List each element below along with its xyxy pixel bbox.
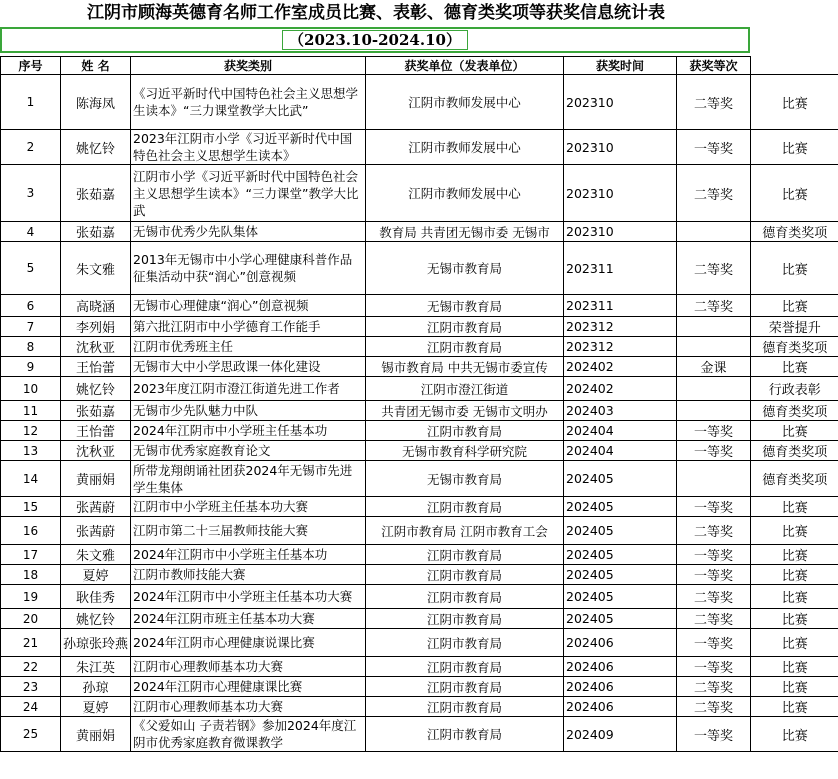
award-unit: 江阴市教育局: [366, 565, 564, 585]
award-unit: 无锡市教育局: [366, 461, 564, 497]
award-time: 202310: [564, 222, 677, 242]
award-category: 江阴市中小学班主任基本功大赛: [131, 497, 366, 517]
award-level: 一等奖: [677, 421, 751, 441]
award-unit: 江阴市教师发展中心: [366, 130, 564, 165]
award-time: 202409: [564, 717, 677, 752]
award-category: 《习近平新时代中国特色社会主义思想学生读本》“三力课堂教学大比武”: [131, 75, 366, 130]
awards-table: [0, 56, 838, 752]
member-name: 高晓涵: [61, 295, 131, 317]
award-time: 202312: [564, 317, 677, 337]
award-time: 202405: [564, 545, 677, 565]
row-number: 5: [1, 242, 61, 295]
row-number: 8: [1, 337, 61, 357]
award-time: 202311: [564, 242, 677, 295]
award-level: 一等奖: [677, 629, 751, 657]
award-category: 无锡市大中小学思政课一体化建设: [131, 357, 366, 377]
member-name: 朱文雅: [61, 242, 131, 295]
award-category: 2024年江阴市中小学班主任基本功: [131, 421, 366, 441]
member-name: 张茜蔚: [61, 497, 131, 517]
award-unit: 无锡市教育科学研究院: [366, 441, 564, 461]
table-row: [1, 497, 838, 517]
award-level: 二等奖: [677, 677, 751, 697]
row-number: 13: [1, 441, 61, 461]
table-row: [1, 441, 838, 461]
award-kind: 比赛: [751, 629, 838, 657]
award-unit: 江阴市教育局: [366, 545, 564, 565]
award-kind: 德育类奖项: [751, 461, 838, 497]
award-unit: 江阴市教育局: [366, 677, 564, 697]
table-row: [1, 295, 838, 317]
row-number: 18: [1, 565, 61, 585]
award-time: 202406: [564, 629, 677, 657]
award-kind: 德育类奖项: [751, 401, 838, 421]
award-level: 一等奖: [677, 441, 751, 461]
member-name: 李列娟: [61, 317, 131, 337]
award-level: 一等奖: [677, 565, 751, 585]
award-kind: 比赛: [751, 677, 838, 697]
member-name: 张茜蔚: [61, 517, 131, 545]
award-level: 金课: [677, 357, 751, 377]
award-category: 第六批江阴市中小学德育工作能手: [131, 317, 366, 337]
award-time: 202406: [564, 657, 677, 677]
award-kind: 比赛: [751, 585, 838, 609]
table-row: [1, 357, 838, 377]
header-row: [1, 57, 838, 75]
award-time: 202404: [564, 441, 677, 461]
award-unit: 锡市教育局 中共无锡市委宣传: [366, 357, 564, 377]
award-kind: 比赛: [751, 130, 838, 165]
award-kind: 比赛: [751, 517, 838, 545]
table-row: [1, 629, 838, 657]
member-name: 王怡蕾: [61, 421, 131, 441]
award-category: 江阴市优秀班主任: [131, 337, 366, 357]
award-kind: 比赛: [751, 565, 838, 585]
award-unit: 江阴市教育局: [366, 585, 564, 609]
award-level: [677, 461, 751, 497]
award-unit: 江阴市教育局: [366, 317, 564, 337]
award-level: 二等奖: [677, 165, 751, 222]
row-number: 6: [1, 295, 61, 317]
award-time: 202402: [564, 377, 677, 401]
award-level: 二等奖: [677, 517, 751, 545]
date-range-banner: [0, 27, 750, 53]
award-level: [677, 401, 751, 421]
award-category: 2023年度江阴市澄江街道先进工作者: [131, 377, 366, 401]
award-level: 一等奖: [677, 717, 751, 752]
award-level: 二等奖: [677, 242, 751, 295]
table-row: [1, 461, 838, 497]
award-category: 江阴市小学《习近平新时代中国特色社会主义思想学生读本》“三力课堂”教学大比武: [131, 165, 366, 222]
table-row: [1, 377, 838, 401]
row-number: 15: [1, 497, 61, 517]
row-number: 4: [1, 222, 61, 242]
award-kind: 比赛: [751, 657, 838, 677]
member-name: 姚忆铃: [61, 377, 131, 401]
member-name: 耿佳秀: [61, 585, 131, 609]
award-kind: 比赛: [751, 717, 838, 752]
table-row: [1, 421, 838, 441]
award-level: 二等奖: [677, 75, 751, 130]
member-name: 姚忆铃: [61, 130, 131, 165]
award-time: 202405: [564, 461, 677, 497]
row-number: 11: [1, 401, 61, 421]
award-level: [677, 317, 751, 337]
award-unit: 江阴市教育局: [366, 337, 564, 357]
award-category: 无锡市心理健康“润心”创意视频: [131, 295, 366, 317]
table-row: [1, 697, 838, 717]
table-row: [1, 585, 838, 609]
award-category: 无锡市少先队魅力中队: [131, 401, 366, 421]
table-row: [1, 401, 838, 421]
award-time: 202406: [564, 677, 677, 697]
award-kind: 德育类奖项: [751, 337, 838, 357]
award-kind: 行政表彰: [751, 377, 838, 401]
award-unit: 江阴市教育局: [366, 497, 564, 517]
award-time: 202406: [564, 697, 677, 717]
header-unit: 获奖单位（发表单位）: [366, 57, 564, 75]
row-number: 16: [1, 517, 61, 545]
award-category: 无锡市优秀少先队集体: [131, 222, 366, 242]
award-level: [677, 377, 751, 401]
award-level: 一等奖: [677, 657, 751, 677]
row-number: 19: [1, 585, 61, 609]
award-category: 江阴市心理教师基本功大赛: [131, 697, 366, 717]
member-name: 孙琼: [61, 677, 131, 697]
award-unit: 无锡市教育局: [366, 242, 564, 295]
award-time: 202404: [564, 421, 677, 441]
award-kind: 比赛: [751, 421, 838, 441]
award-level: [677, 222, 751, 242]
row-number: 24: [1, 697, 61, 717]
row-number: 21: [1, 629, 61, 657]
table-body: [1, 75, 838, 752]
member-name: 王怡蕾: [61, 357, 131, 377]
member-name: 朱文雅: [61, 545, 131, 565]
award-kind: 荣誉提升: [751, 317, 838, 337]
table-row: [1, 609, 838, 629]
award-unit: 江阴市教育局: [366, 609, 564, 629]
award-level: 二等奖: [677, 697, 751, 717]
award-category: 2023年江阴市小学《习近平新时代中国特色社会主义思想学生读本》: [131, 130, 366, 165]
award-category: 2013年无锡市中小学心理健康科普作品征集活动中获“润心”创意视频: [131, 242, 366, 295]
award-kind: 比赛: [751, 242, 838, 295]
award-unit: 江阴市教育局: [366, 697, 564, 717]
award-time: 202402: [564, 357, 677, 377]
award-level: 一等奖: [677, 545, 751, 565]
row-number: 7: [1, 317, 61, 337]
award-kind: 德育类奖项: [751, 222, 838, 242]
award-unit: 江阴市教育局: [366, 421, 564, 441]
row-number: 12: [1, 421, 61, 441]
table-row: [1, 222, 838, 242]
award-unit: 江阴市教师发展中心: [366, 75, 564, 130]
award-unit: 江阴市澄江街道: [366, 377, 564, 401]
award-level: 一等奖: [677, 130, 751, 165]
table-row: [1, 545, 838, 565]
award-time: 202310: [564, 130, 677, 165]
row-number: 1: [1, 75, 61, 130]
header-name: 姓 名: [61, 57, 131, 75]
row-number: 17: [1, 545, 61, 565]
table-row: [1, 517, 838, 545]
table-row: [1, 565, 838, 585]
award-time: 202310: [564, 165, 677, 222]
member-name: 张茹嘉: [61, 165, 131, 222]
member-name: 沈秋亚: [61, 337, 131, 357]
award-unit: 无锡市教育局: [366, 295, 564, 317]
award-level: 二等奖: [677, 609, 751, 629]
award-time: 202405: [564, 517, 677, 545]
award-kind: 比赛: [751, 357, 838, 377]
table-row: [1, 717, 838, 752]
award-unit: 江阴市教育局: [366, 629, 564, 657]
table-row: [1, 657, 838, 677]
award-time: 202405: [564, 565, 677, 585]
award-category: 所带龙翔朗诵社团获2024年无锡市先进学生集体: [131, 461, 366, 497]
award-level: 二等奖: [677, 295, 751, 317]
row-number: 23: [1, 677, 61, 697]
award-level: 二等奖: [677, 585, 751, 609]
member-name: 沈秋亚: [61, 441, 131, 461]
page-title: 江阴市顾海英德育名师工作室成员比赛、表彰、德育类奖项等获奖信息统计表: [87, 3, 665, 23]
award-category: 2024年江阴市班主任基本功大赛: [131, 609, 366, 629]
table-row: [1, 337, 838, 357]
award-unit: 江阴市教育局: [366, 657, 564, 677]
member-name: 夏婷: [61, 697, 131, 717]
table-row: [1, 317, 838, 337]
row-number: 3: [1, 165, 61, 222]
row-number: 9: [1, 357, 61, 377]
award-category: 江阴市教师技能大赛: [131, 565, 366, 585]
award-kind: 比赛: [751, 165, 838, 222]
date-range: （2023.10-2024.10）: [282, 30, 468, 50]
award-kind: 德育类奖项: [751, 441, 838, 461]
award-kind: 比赛: [751, 295, 838, 317]
header-level: 获奖等次: [677, 57, 751, 75]
award-category: 《父爱如山 子责若钢》参加2024年度江阴市优秀家庭教育微课教学: [131, 717, 366, 752]
member-name: 姚忆铃: [61, 609, 131, 629]
member-name: 黄丽娟: [61, 717, 131, 752]
award-kind: 比赛: [751, 75, 838, 130]
award-unit: 江阴市教师发展中心: [366, 165, 564, 222]
award-category: 2024年江阴市心理健康课比赛: [131, 677, 366, 697]
award-category: 江阴市第二十三届教师技能大赛: [131, 517, 366, 545]
award-time: 202310: [564, 75, 677, 130]
table-row: [1, 677, 838, 697]
award-level: [677, 337, 751, 357]
table-row: [1, 242, 838, 295]
row-number: 22: [1, 657, 61, 677]
table-row: [1, 130, 838, 165]
award-unit: 江阴市教育局 江阴市教育工会: [366, 517, 564, 545]
award-time: 202405: [564, 609, 677, 629]
member-name: 朱江英: [61, 657, 131, 677]
row-number: 2: [1, 130, 61, 165]
award-time: 202403: [564, 401, 677, 421]
award-category: 2024年江阴市中小学班主任基本功: [131, 545, 366, 565]
member-name: 孙琼张玲燕: [61, 629, 131, 657]
table-row: [1, 165, 838, 222]
row-number: 10: [1, 377, 61, 401]
award-level: 一等奖: [677, 497, 751, 517]
award-category: 无锡市优秀家庭教育论文: [131, 441, 366, 461]
member-name: 张茹嘉: [61, 401, 131, 421]
award-time: 202405: [564, 585, 677, 609]
header-category: 获奖类别: [131, 57, 366, 75]
table-row: [1, 75, 838, 130]
row-number: 14: [1, 461, 61, 497]
member-name: 黄丽娟: [61, 461, 131, 497]
award-unit: 教育局 共青团无锡市委 无锡市: [366, 222, 564, 242]
award-category: 2024年江阴市心理健康说课比赛: [131, 629, 366, 657]
row-number: 20: [1, 609, 61, 629]
header-kind: [751, 57, 838, 75]
award-time: 202311: [564, 295, 677, 317]
row-number: 25: [1, 717, 61, 752]
header-no: 序号: [1, 57, 61, 75]
award-kind: 比赛: [751, 609, 838, 629]
award-unit: 江阴市教育局: [366, 717, 564, 752]
award-kind: 比赛: [751, 545, 838, 565]
member-name: 陈海凤: [61, 75, 131, 130]
award-time: 202405: [564, 497, 677, 517]
member-name: 张茹嘉: [61, 222, 131, 242]
award-unit: 共青团无锡市委 无锡市文明办: [366, 401, 564, 421]
award-kind: 比赛: [751, 497, 838, 517]
award-category: 2024年江阴市中小学班主任基本功大赛: [131, 585, 366, 609]
header-time: 获奖时间: [564, 57, 677, 75]
award-time: 202312: [564, 337, 677, 357]
award-kind: 比赛: [751, 697, 838, 717]
award-category: 江阴市心理教师基本功大赛: [131, 657, 366, 677]
member-name: 夏婷: [61, 565, 131, 585]
